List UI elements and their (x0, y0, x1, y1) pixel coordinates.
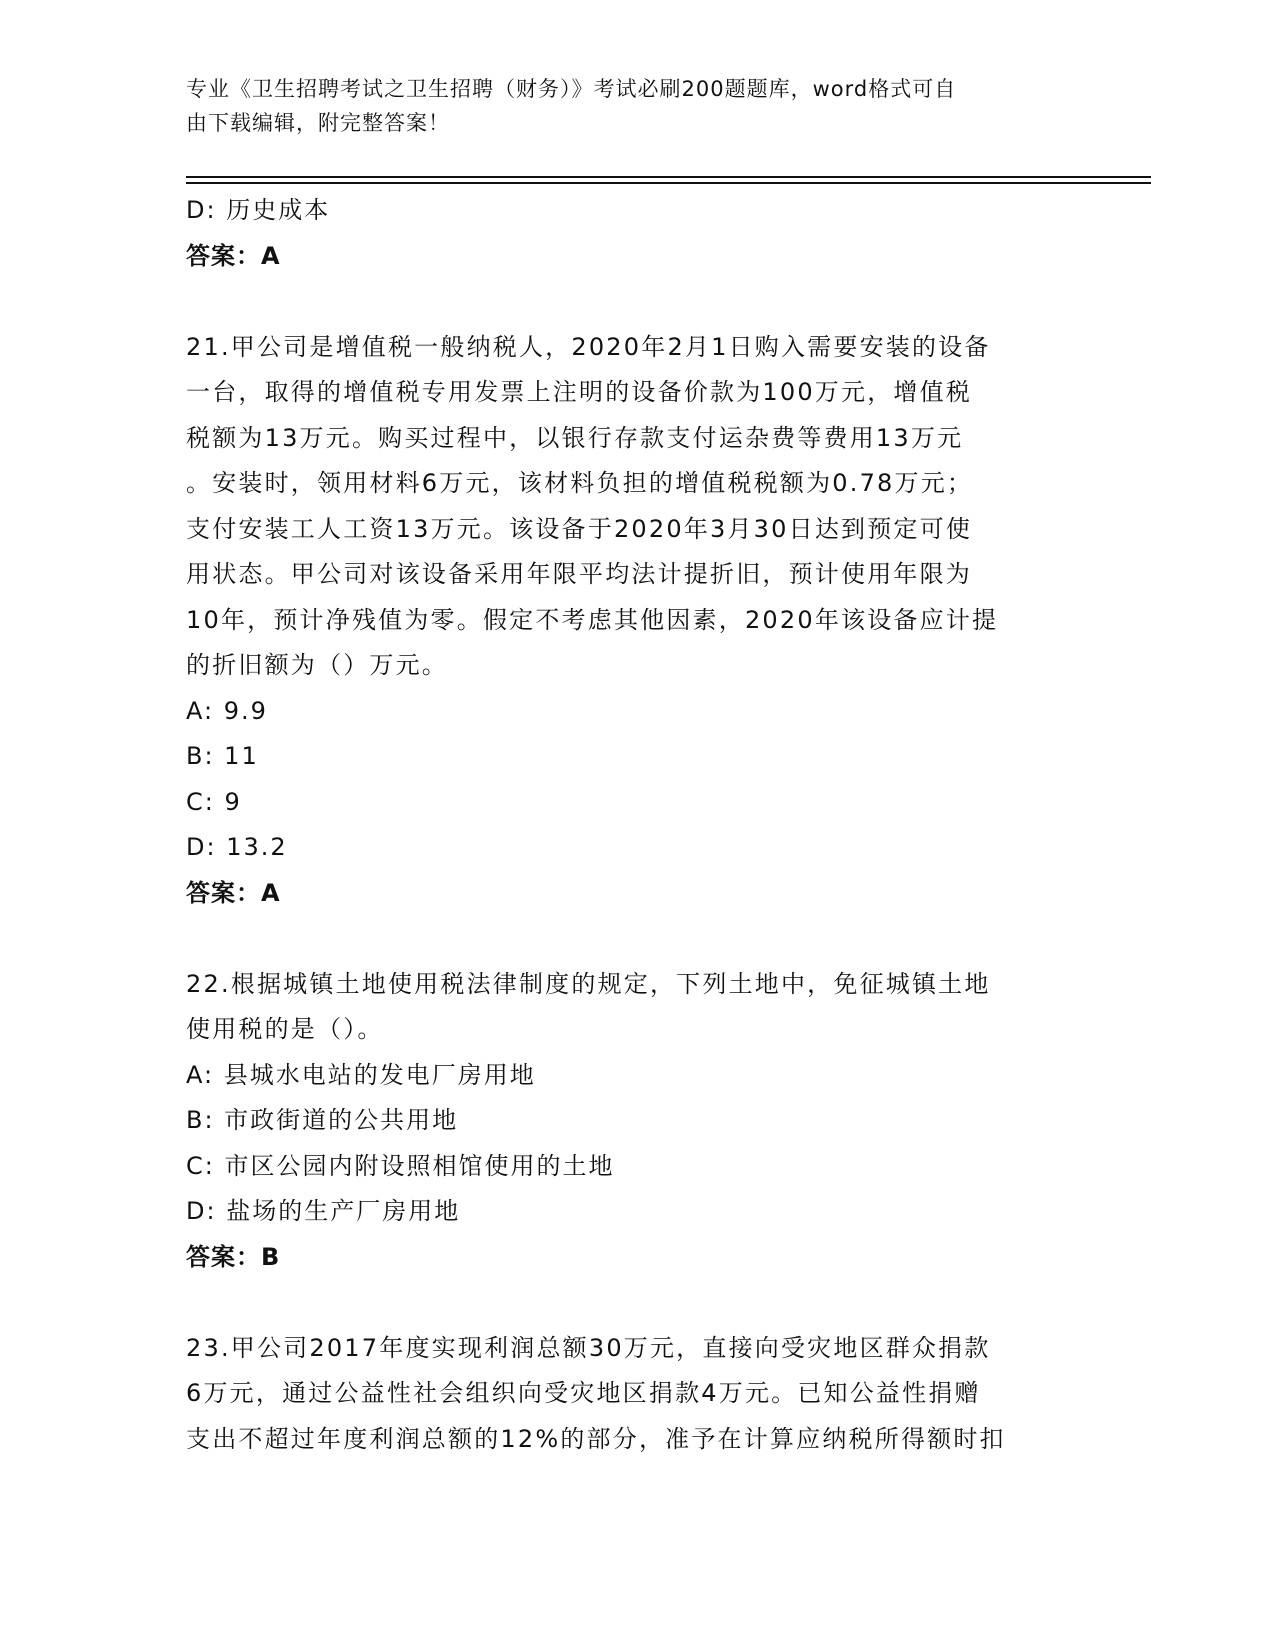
header-line-1: 专业《卫生招聘考试之卫生招聘（财务）》考试必刷200题题库，word格式可自 (186, 77, 957, 101)
option-b: B: 市政街道的公共用地 (186, 1106, 459, 1134)
answer: 答案：A (186, 241, 281, 270)
question-line: 22.根据城镇土地使用税法律制度的规定，下列土地中，免征城镇土地 (186, 969, 991, 998)
question-line: 的折旧额为（）万元。 (186, 651, 448, 679)
question-line: 23.甲公司2017年度实现利润总额30万元，直接向受灾地区群众捐款 (186, 1333, 991, 1362)
answer: 答案：B (186, 1242, 281, 1271)
option-b: B: 11 (186, 742, 259, 770)
option-d: D: 13.2 (186, 833, 288, 861)
question-line: 支付安装工人工资13万元。该设备于2020年3月30日达到预定可使 (186, 514, 973, 543)
spacer (186, 279, 1086, 325)
header-divider-bottom (186, 182, 1151, 184)
question-line: 6万元，通过公益性社会组织向受灾地区捐款4万元。已知公益性捐赠 (186, 1379, 981, 1407)
header-divider-top (186, 176, 1151, 178)
question-line: 。安装时，领用材料6万元，该材料负担的增值税税额为0.78万元； (186, 469, 974, 497)
answer: 答案：A (186, 878, 281, 907)
spacer (186, 916, 1086, 962)
question-line: 一台，取得的增值税专用发票上注明的设备价款为100万元，增值税 (186, 378, 973, 406)
question-line: 支出不超过年度利润总额的12%的部分，准予在计算应纳税所得额时扣 (186, 1424, 1006, 1453)
option-a: A: 9.9 (186, 696, 268, 725)
question-line: 税额为13万元。购买过程中，以银行存款支付运杂费等费用13万元 (186, 423, 964, 452)
question-21 (186, 325, 1086, 689)
spacer (186, 1280, 1086, 1326)
question-line: 21.甲公司是增值税一般纳税人，2020年2月1日购入需要安装的设备 (186, 332, 991, 361)
question-line: 使用税的是（）。 (186, 1015, 384, 1043)
question-line: 用状态。甲公司对该设备采用年限平均法计提折旧，预计使用年限为 (186, 560, 972, 588)
question-line: 10年，预计净残值为零。假定不考虑其他因素，2020年该设备应计提 (186, 605, 999, 634)
question-23 (186, 1326, 1086, 1463)
question-22 (186, 962, 1086, 1053)
option-d: D: 历史成本 (186, 196, 331, 224)
header-line-2: 由下载编辑，附完整答案！ (186, 111, 450, 135)
page-header (186, 72, 1066, 140)
option-c: C: 9 (186, 787, 242, 816)
option-c: C: 市区公园内附设照相馆使用的土地 (186, 1151, 615, 1180)
document-body (186, 188, 1086, 1462)
option-a: A: 县城水电站的发电厂房用地 (186, 1060, 536, 1089)
option-d: D: 盐场的生产厂房用地 (186, 1197, 461, 1225)
